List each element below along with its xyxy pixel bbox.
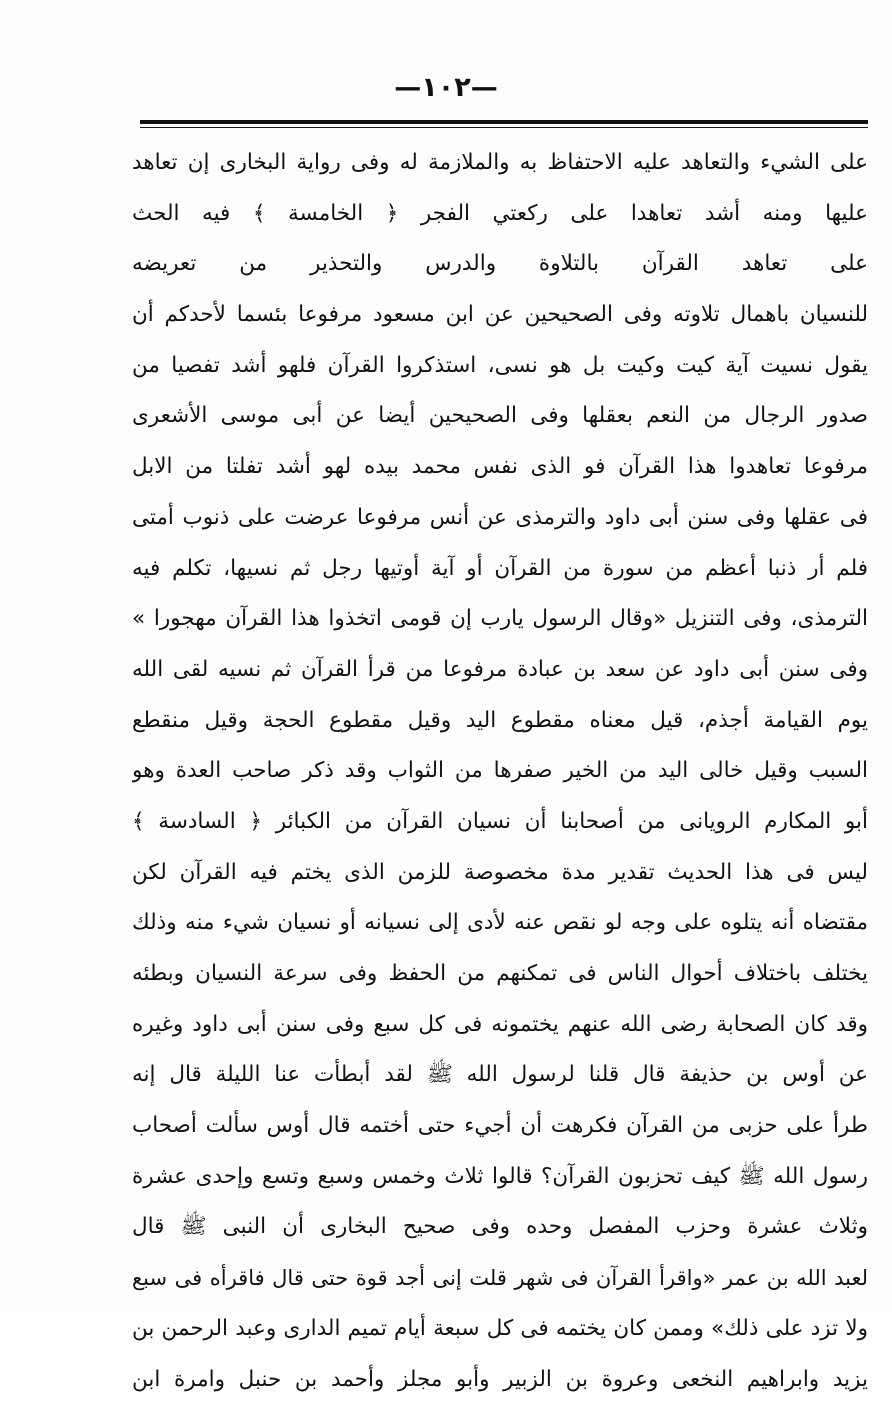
text-line: مقتضاه أنه يتلوه على وجه لو نقص عنه لأدى إلى نسيانه أو نسيان شيء منه وذلك	[132, 898, 868, 949]
text-line: رسول الله ﷺ كيف تحزبون القرآن؟ قالوا ثلاث وخمس وسبع وتسع وإحدى عشرة	[132, 1152, 868, 1203]
text-line: للنسيان باهمال تلاوته وفى الصحيحين عن ابن مسعود مرفوعا بئسما لأحدكم أن	[132, 290, 868, 341]
text-line: وثلاث عشرة وحزب المفصل وحده وفى صحيح البخارى أن النبى ﷺ قال	[132, 1202, 868, 1253]
text-line: يزيد وابراهيم النخعى وعروة بن الزبير وأبو مجلز وأحمد بن حنبل وامرة ابن	[132, 1355, 868, 1405]
text-line: طرأ على حزبى من القرآن فكرهت أن أجيء حتى أختمه قال أوس سألت أصحاب	[132, 1101, 868, 1152]
text-line: على تعاهد القرآن بالتلاوة والدرس والتحذير من تعريضه	[132, 239, 868, 290]
text-line: فى عقلها وفى سنن أبى داود والترمذى عن أنس مرفوعا عرضت على ذنوب أمتى	[132, 493, 868, 544]
header-rule	[140, 120, 868, 124]
page-number: —١٠٢—	[0, 72, 892, 103]
body-text	[132, 138, 868, 1405]
text-line: فلم أر ذنبا أعظم من سورة من القرآن أو آية أوتيها رجل ثم نسيها، تكلم فيه	[132, 544, 868, 595]
text-line: وقد كان الصحابة رضى الله عنهم يختمونه فى كل سبع وفى سنن أبى داود وغيره	[132, 1000, 868, 1051]
text-line: يوم القيامة أجذم، قيل معناه مقطوع اليد وقيل مقطوع الحجة وقيل منقطع	[132, 696, 868, 747]
text-line: صدور الرجال من النعم بعقلها وفى الصحيحين أيضا عن أبى موسى الأشعرى	[132, 391, 868, 442]
text-line: على الشيء والتعاهد عليه الاحتفاظ به والملازمة له وفى رواية البخارى إن تعاهد	[132, 138, 868, 189]
text-line: لعبد الله بن عمر «واقرأ القرآن فى شهر قلت إنى أجد قوة حتى قال فاقرأه فى سبع	[132, 1253, 868, 1304]
text-line: مرفوعا تعاهدوا هذا القرآن فو الذى نفس محمد بيده لهو أشد تفلتا من الابل	[132, 442, 868, 493]
text-line: عن أوس بن حذيفة قال قلنا لرسول الله ﷺ لقد أبطأت عنا الليلة قال إنه	[132, 1050, 868, 1101]
text-line: ولا تزد على ذلك» وممن كان يختمه فى كل سبعة أيام تميم الدارى وعبد الرحمن بن	[132, 1304, 868, 1355]
text-line: يقول نسيت آية كيت وكيت بل هو نسى، استذكروا القرآن فلهو أشد تفصيا من	[132, 341, 868, 392]
header-rule-thin	[140, 127, 868, 128]
text-line: عليها ومنه أشد تعاهدا على ركعتي الفجر ﴿ الخامسة ﴾ فيه الحث	[132, 189, 868, 240]
text-line: ليس فى هذا الحديث تقدير مدة مخصوصة للزمن الذى يختم فيه القرآن لكن	[132, 848, 868, 899]
text-line: أبو المكارم الرويانى من أصحابنا أن نسيان القرآن من الكبائر ﴿ السادسة ﴾	[132, 797, 868, 848]
text-line: الترمذى، وفى التنزيل «وقال الرسول يارب إن قومى اتخذوا هذا القرآن مهجورا »	[132, 594, 868, 645]
text-line: وفى سنن أبى داود عن سعد بن عبادة مرفوعا من قرأ القرآن ثم نسيه لقى الله	[132, 645, 868, 696]
text-line: السبب وقيل خالى اليد من الخير صفرها من الثواب وقد ذكر صاحب العدة وهو	[132, 746, 868, 797]
text-line: يختلف باختلاف أحوال الناس فى تمكنهم من الحفظ وفى سرعة النسيان وبطئه	[132, 949, 868, 1000]
